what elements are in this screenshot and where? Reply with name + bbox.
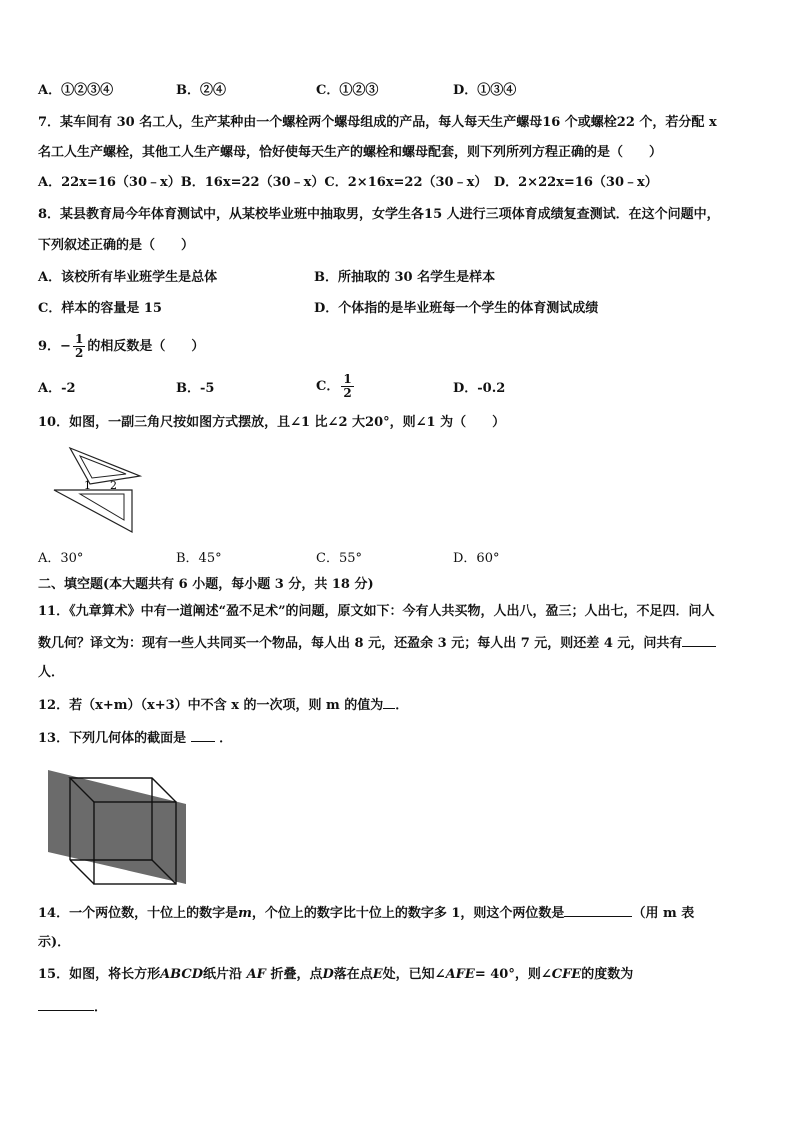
- q15-answer-blank: [38, 998, 94, 1011]
- q13-answer-blank: [191, 729, 215, 742]
- q14-line-1: [38, 904, 694, 923]
- q9-sign: −: [60, 339, 71, 354]
- section-plane: [48, 770, 186, 884]
- q9-option-c-den: 2: [343, 386, 352, 400]
- q15-c: 折叠，点: [270, 967, 323, 982]
- q15-d: D: [322, 967, 334, 982]
- q11-line-3: 人．: [38, 665, 65, 680]
- q8-option-a: A．该校所有毕业班学生是总体: [38, 270, 218, 285]
- q15-a: 15．如图，将长方形: [38, 967, 161, 982]
- q9-suffix: 的相反数是（ ）: [87, 339, 205, 354]
- q8-option-d: D．个体指的是毕业班每一个学生的体育测试成绩: [314, 301, 599, 316]
- q14-text-b: ，个位上的数字比十位上的数字多 1，则这个两位数是: [251, 906, 565, 921]
- q8-line-1: 8．某县教育局今年体育测试中，从某校毕业班中抽取男，女学生各15 人进行三项体育成绩复查测试．在这个问题中，: [38, 207, 720, 222]
- q9-prefix: 9．: [38, 339, 61, 354]
- q10-option-d: D．60°: [453, 551, 500, 566]
- q14-text-a: 14．一个两位数，十位上的数字是: [38, 906, 239, 921]
- q14-line-2: 示)．: [38, 935, 71, 950]
- q9-option-a: A．-2: [38, 381, 76, 396]
- q12-answer-blank: [383, 696, 395, 709]
- q9-option-c-prefix: C．: [316, 379, 340, 394]
- q15-b: 纸片沿: [203, 967, 243, 982]
- q6-option-b: B．②④: [176, 83, 226, 98]
- q15-abcd: ABCD: [160, 967, 204, 982]
- q15-af: AF: [246, 967, 266, 982]
- q8-line-2: 下列叙述正确的是（ ）: [38, 238, 195, 253]
- q13-end: ．: [219, 731, 233, 746]
- set-square-figure: [50, 444, 150, 534]
- q15-afe: AFE: [445, 967, 475, 982]
- q14-text-c: （用 m 表: [632, 906, 695, 921]
- q10-question: 10．如图，一副三角尺按如图方式摆放，且∠1 比∠2 大20°，则∠1 为（ ）: [38, 415, 506, 430]
- q12-question: [38, 696, 408, 715]
- q15-point-e: E: [372, 967, 383, 982]
- q15-g: = 40°，则∠: [474, 967, 552, 982]
- q6-option-a: A．①②③④: [38, 83, 114, 98]
- q9-option-b: B．-5: [176, 381, 215, 396]
- q13-text: 13．下列几何体的截面是: [38, 731, 187, 746]
- q9-option-c: [316, 372, 356, 402]
- q13-question: [38, 729, 232, 748]
- q15-line-2: [38, 998, 107, 1017]
- q15-end: ．: [94, 1000, 108, 1015]
- q8-option-b: B．所抽取的 30 名学生是样本: [314, 270, 496, 285]
- q12-text: 12．若（x+m）（x+3）中不含 x 的一次项，则 m 的值为: [38, 698, 384, 713]
- q9-fraction-num: 1: [74, 332, 84, 346]
- q15-h: 的度数为: [581, 967, 634, 982]
- q9-option-c-num: 1: [343, 372, 352, 386]
- q7-options: A．22x=16（30﹣x）B．16x=22（30﹣x）C．2×16x=22（30﹣x） D．2×22x=16（30﹣x）: [38, 175, 658, 190]
- q14-var-m: m: [238, 906, 252, 921]
- q10-option-c: C．55°: [316, 551, 362, 566]
- lower-triangle: [54, 490, 132, 532]
- q9-fraction-den: 2: [74, 346, 84, 360]
- q9-option-d: D．-0.2: [453, 381, 506, 396]
- q15-line-1: [38, 966, 633, 984]
- q10-option-a: A．30°: [38, 551, 84, 566]
- cube-section-figure: [44, 766, 194, 890]
- q15-e: 落在点: [333, 967, 373, 982]
- q9-fraction: [73, 333, 85, 360]
- q14-answer-blank: [564, 904, 632, 917]
- angle-1-label: 1: [84, 479, 91, 492]
- q6-option-c: C．①②③: [316, 83, 379, 98]
- angle-2-label: 2: [110, 479, 117, 492]
- section-2-heading: 二、填空题(本大题共有 6 小题，每小题 3 分，共 18 分): [38, 577, 374, 592]
- q8-option-c: C．样本的容量是 15: [38, 301, 162, 316]
- q7-line-1: 7．某车间有 30 名工人，生产某种由一个螺栓两个螺母组成的产品，每人每天生产螺母16 个或螺栓22 个，若分配 x: [38, 115, 717, 130]
- q11-line-2-text: 数几何？译文为：现有一些人共同买一个物品，每人出 8 元，还盈余 3 元；每人出 7 元，则还差 4 元，问共有: [38, 636, 683, 651]
- q6-option-d: D．①③④: [453, 83, 517, 98]
- q15-f: 处，已知∠: [382, 967, 446, 982]
- q9-option-c-fraction: [341, 373, 353, 400]
- q11-line-2: [38, 634, 716, 653]
- q15-cfe: CFE: [551, 967, 582, 982]
- q12-end: ．: [395, 698, 409, 713]
- q9-question: [38, 332, 204, 362]
- q11-answer-blank: [682, 634, 716, 647]
- q11-line-1: 11．《九章算术》中有一道阐述“盈不足术”的问题，原文如下：今有人共买物，人出八，盈三；人出七，不足四．问人: [38, 604, 715, 619]
- q7-line-2: 名工人生产螺栓，其他工人生产螺母，恰好使每天生产的螺栓和螺母配套，则下列所列方程正确的是（ ）: [38, 145, 663, 160]
- q10-option-b: B．45°: [176, 551, 222, 566]
